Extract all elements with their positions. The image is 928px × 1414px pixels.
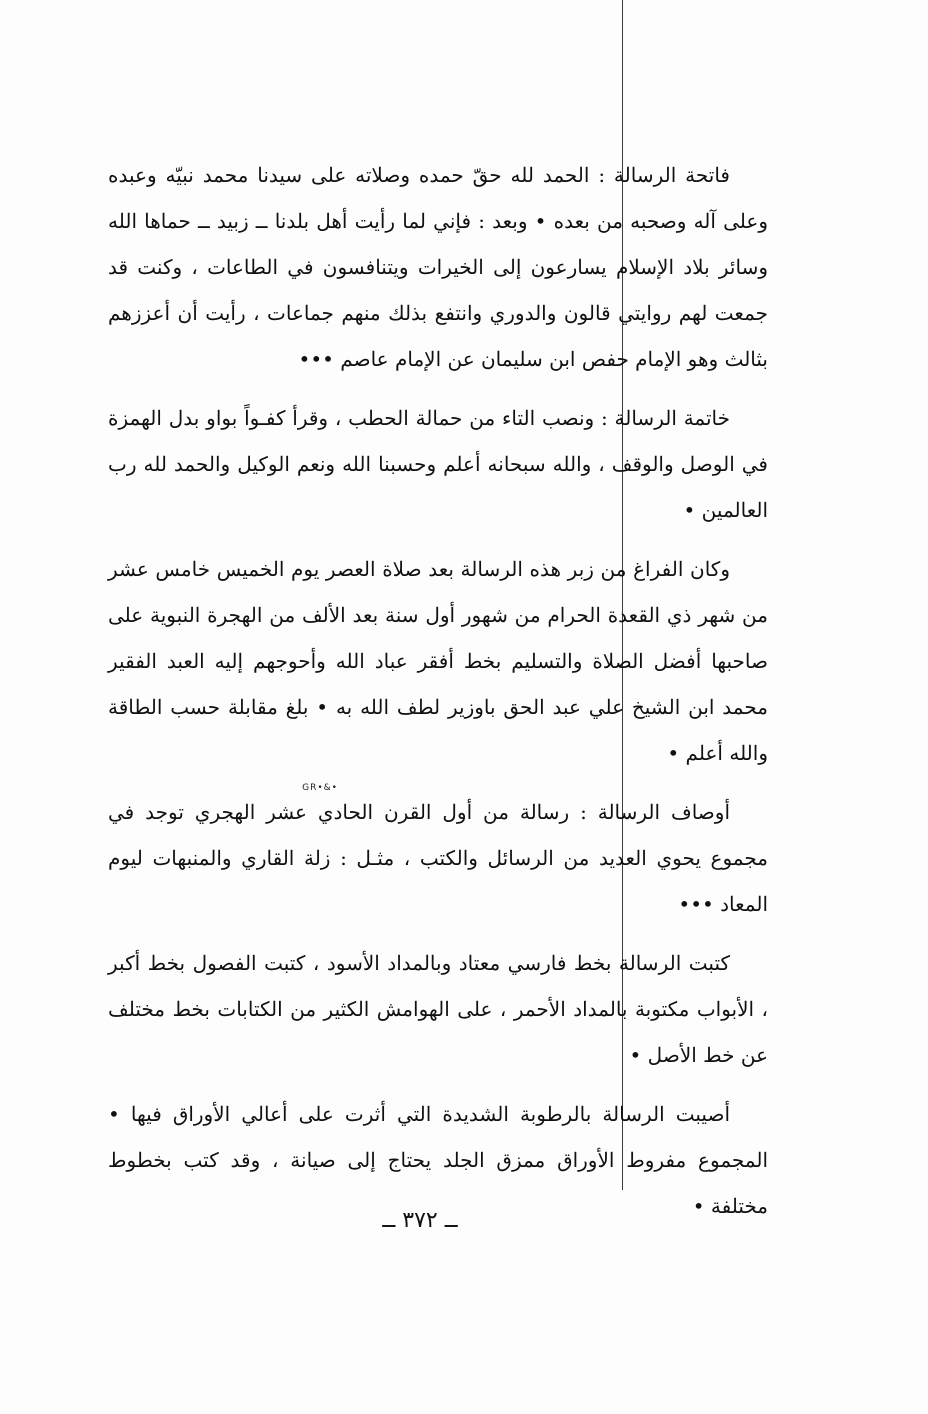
ornament-mark: GR•&• bbox=[302, 783, 338, 793]
body-text bbox=[108, 152, 768, 1242]
paragraph-description: أوصاف الرسالة : رسالة من أول القرن الحادي عشر الهجري توجد في مجموع يحوي العديد من الرسائل والكتب ، مثـل : زلة القاري والمنبهات ليوم المعاد ••• bbox=[108, 800, 768, 916]
page-number: ــ ٣٧٢ ــ bbox=[382, 1208, 458, 1233]
paragraph-opening: فاتحة الرسالة : الحمد لله حقّ حمده وصلاته على سيدنا محمد نبيّه وعبده وعلى آله وصحبه من بعده • وبعد : فإني لما رأيت أهل بلدنا ــ زبيد ــ حماها الله وسائر بلاد الإسلام يسارعون إلى الخيرات ويتنافسون في الطاعات ، وكنت قد جمعت لهم روايتي قالون والدوري وانتفع بذلك منهم جماعات ، رأيت أن أعززهم بثالث وهو الإمام حفص ابن سليمان عن الإمام عاصم ••• bbox=[108, 163, 768, 371]
paragraph-closing: خاتمة الرسالة : ونصب التاء من حمالة الحطب ، وقرأ كفـواً بواو بدل الهمزة في الوصل والوقف ، والله سبحانه أعلم وحسبنا الله ونعم الوكيل والحمد لله رب العالمين • bbox=[108, 406, 768, 522]
paragraph-colophon: وكان الفراغ من زبر هذه الرسالة بعد صلاة العصر يوم الخميس خامس عشر من شهر ذي القعدة الحرام من شهور أول سنة بعد الألف من الهجرة النبوية على صاحبها أفضل الصلاة والتسليم بخط أفقر عباد الله وأحوجهم إليه العبد الفقير محمد ابن الشيخ علي عبد الحق باوزير لطف الله به • بلغ مقابلة حسب الطاقة والله أعلم • bbox=[108, 557, 768, 765]
paragraph-description-wrapper bbox=[108, 783, 768, 927]
paragraph-script: كتبت الرسالة بخط فارسي معتاد وبالمداد الأسود ، كتبت الفصول بخط أكبر ، الأبواب مكتوبة بالمداد الأحمر ، على الهوامش الكثير من الكتابات بخط مختلف عن خط الأصل • bbox=[108, 951, 768, 1067]
paragraph-condition: أصيبت الرسالة بالرطوبة الشديدة التي أثرت على أعالي الأوراق فيها • المجموع مفروط الأوراق ممزق الجلد يحتاج إلى صيانة ، وقد كتب بخطوط مختلفة • bbox=[108, 1102, 769, 1218]
